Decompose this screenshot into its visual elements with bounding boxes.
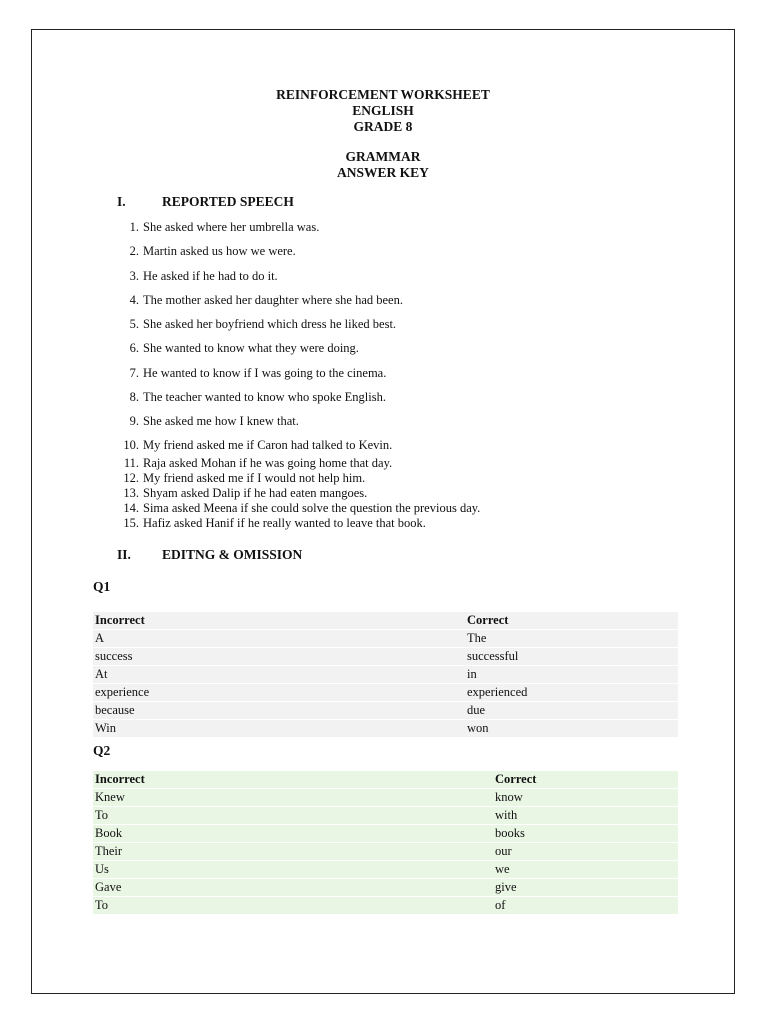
reported-speech-item <box>117 501 480 516</box>
cell-correct: successful <box>465 648 678 666</box>
table-row <box>93 630 678 648</box>
cell-incorrect: Win <box>93 720 465 738</box>
header-correct: Correct <box>493 771 678 789</box>
table-row <box>93 702 678 720</box>
table-row <box>93 684 678 702</box>
cell-correct: won <box>465 720 678 738</box>
cell-correct: our <box>493 843 678 861</box>
reported-speech-item <box>117 414 299 429</box>
item-number: 5. <box>129 317 139 331</box>
cell-incorrect: A <box>93 630 465 648</box>
reported-speech-item <box>117 244 296 259</box>
item-text: She asked me how I knew that. <box>143 414 299 428</box>
cell-correct: The <box>465 630 678 648</box>
cell-incorrect: experience <box>93 684 465 702</box>
reported-speech-item <box>117 486 367 501</box>
section-title: REPORTED SPEECH <box>162 194 294 209</box>
cell-correct: experienced <box>465 684 678 702</box>
cell-correct: know <box>493 789 678 807</box>
cell-incorrect: Gave <box>93 879 493 897</box>
reported-speech-item <box>117 438 392 453</box>
item-number: 13. <box>123 486 139 500</box>
item-number: 12. <box>123 471 139 485</box>
reported-speech-item <box>117 317 396 332</box>
table-header-row <box>93 612 678 630</box>
cell-correct: books <box>493 825 678 843</box>
reported-speech-item <box>117 341 359 356</box>
cell-incorrect: Their <box>93 843 493 861</box>
cell-incorrect: Book <box>93 825 493 843</box>
reported-speech-item <box>117 293 403 308</box>
q2-table <box>93 771 678 915</box>
cell-incorrect: To <box>93 897 493 915</box>
item-number: 2. <box>129 244 139 258</box>
cell-correct: in <box>465 666 678 684</box>
item-number: 1. <box>129 220 139 234</box>
cell-correct: of <box>493 897 678 915</box>
table-row <box>93 648 678 666</box>
cell-correct: due <box>465 702 678 720</box>
title-line-1: REINFORCEMENT WORKSHEET <box>276 87 490 102</box>
item-text: She asked her boyfriend which dress he liked best. <box>143 317 397 331</box>
item-number: 11. <box>123 456 139 470</box>
item-text: Martin asked us how we were. <box>143 244 296 258</box>
cell-incorrect: To <box>93 807 493 825</box>
item-text: My friend asked me if I would not help him. <box>143 471 366 485</box>
cell-correct: with <box>493 807 678 825</box>
item-number: 15. <box>123 516 139 530</box>
item-number: 3. <box>129 269 139 283</box>
worksheet-page <box>31 29 735 994</box>
q1-label: Q1 <box>93 579 111 594</box>
title-line-4: GRAMMAR <box>345 149 421 164</box>
cell-correct: give <box>493 879 678 897</box>
table-row <box>93 807 678 825</box>
reported-speech-item <box>117 516 426 531</box>
section-title: EDITNG & OMISSION <box>162 547 303 562</box>
item-number: 14. <box>123 501 139 515</box>
table-row <box>93 666 678 684</box>
item-text: She asked where her umbrella was. <box>143 220 320 234</box>
title-line-5: ANSWER KEY <box>337 165 429 180</box>
cell-incorrect: Us <box>93 861 493 879</box>
reported-speech-item <box>117 471 365 486</box>
title-line-3: GRADE 8 <box>353 119 413 134</box>
reported-speech-item <box>117 366 386 381</box>
table-row <box>93 825 678 843</box>
item-text: Shyam asked Dalip if he had eaten mangoes. <box>143 486 368 500</box>
item-number: 9. <box>129 414 139 428</box>
item-number: 8. <box>129 390 139 404</box>
item-text: Raja asked Mohan if he was going home that day. <box>143 456 393 470</box>
table-header-row <box>93 771 678 789</box>
item-text: He asked if he had to do it. <box>143 269 278 283</box>
table-row <box>93 879 678 897</box>
section-number: II. <box>117 547 131 562</box>
item-text: He wanted to know if I was going to the cinema. <box>143 366 387 380</box>
cell-correct: we <box>493 861 678 879</box>
header-correct: Correct <box>465 612 678 630</box>
item-text: The teacher wanted to know who spoke English. <box>143 390 386 404</box>
item-text: The mother asked her daughter where she had been. <box>143 293 403 307</box>
table-row <box>93 897 678 915</box>
item-number: 7. <box>129 366 139 380</box>
table-row <box>93 861 678 879</box>
reported-speech-item <box>117 390 386 405</box>
reported-speech-item <box>117 456 392 471</box>
item-text: She wanted to know what they were doing. <box>143 341 359 355</box>
item-text: Sima asked Meena if she could solve the question the previous day. <box>143 501 481 515</box>
reported-speech-item <box>117 269 278 284</box>
table-row <box>93 843 678 861</box>
cell-incorrect: At <box>93 666 465 684</box>
item-number: 6. <box>129 341 139 355</box>
item-text: Hafiz asked Hanif if he really wanted to leave that book. <box>143 516 426 530</box>
item-text: My friend asked me if Caron had talked to Kevin. <box>143 438 393 452</box>
header-incorrect: Incorrect <box>93 612 465 630</box>
header-incorrect: Incorrect <box>93 771 493 789</box>
table-row <box>93 789 678 807</box>
cell-incorrect: success <box>93 648 465 666</box>
section-number: I. <box>117 194 126 209</box>
cell-incorrect: because <box>93 702 465 720</box>
q1-table <box>93 612 678 738</box>
q2-label: Q2 <box>93 743 111 758</box>
title-line-2: ENGLISH <box>352 103 414 118</box>
item-number: 10. <box>123 438 139 452</box>
title-block <box>32 87 734 181</box>
reported-speech-item <box>117 220 319 235</box>
item-number: 4. <box>129 293 139 307</box>
table-row <box>93 720 678 738</box>
cell-incorrect: Knew <box>93 789 493 807</box>
